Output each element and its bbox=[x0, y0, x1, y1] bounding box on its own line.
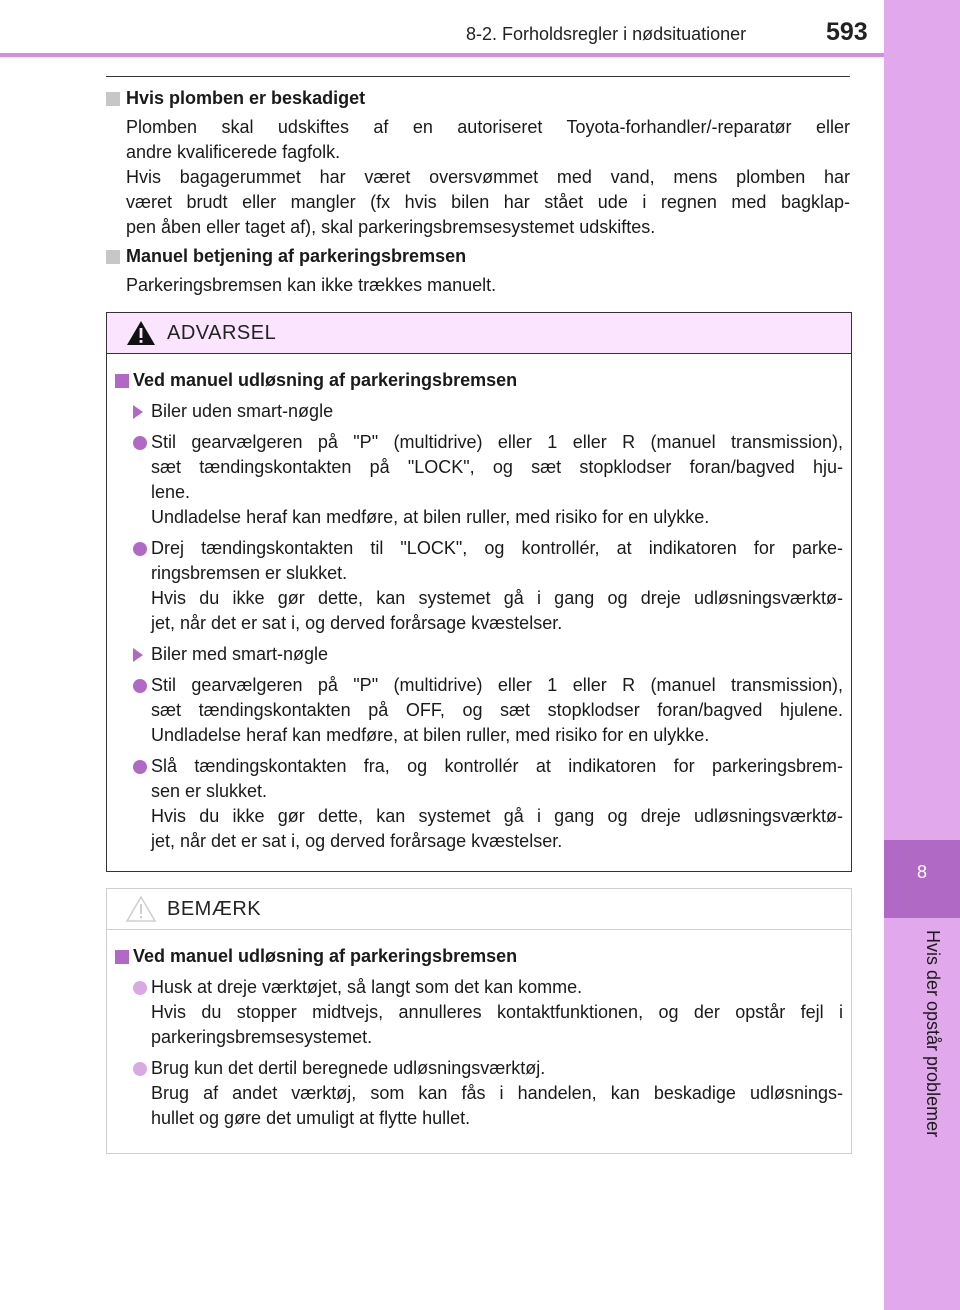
warning-box-title: ADVARSEL bbox=[167, 322, 277, 344]
square-bullet-icon bbox=[115, 374, 129, 388]
page-header bbox=[0, 0, 884, 58]
bullet-item bbox=[115, 975, 843, 1050]
warning-box-body bbox=[107, 354, 851, 874]
text-line: Brug af andet værktøj, som kan fås i handelen, kan beskadige udløsnings- bbox=[151, 1083, 843, 1103]
text-line: Brug kun det dertil beregnede udløsningsværktøj. bbox=[151, 1058, 546, 1078]
subheading-no-smart-key bbox=[115, 399, 843, 424]
page-number: 593 bbox=[826, 18, 868, 46]
warning-triangle-icon bbox=[125, 319, 157, 347]
text-line: ringsbremsen er slukket. bbox=[151, 563, 348, 583]
circle-bullet-icon bbox=[133, 436, 147, 450]
subheading-smart-key bbox=[115, 642, 843, 667]
note-box bbox=[106, 888, 852, 1154]
section-heading-text: Manuel betjening af parkeringsbremsen bbox=[126, 246, 467, 266]
note-heading bbox=[115, 944, 843, 969]
text-line: parkeringsbremsesystemet. bbox=[151, 1027, 373, 1047]
warning-heading-text: Ved manuel udløsning af parkeringsbremsen bbox=[133, 370, 518, 390]
section-heading bbox=[106, 86, 850, 111]
section-heading-text: Hvis plomben er beskadiget bbox=[126, 88, 366, 108]
text-line: andre kvalificerede fagfolk. bbox=[126, 142, 341, 162]
text-line: Hvis bagagerummet har været oversvømmet med vand, mens plomben har bbox=[126, 167, 850, 187]
section-manual bbox=[106, 244, 850, 298]
bullet-item bbox=[115, 754, 843, 854]
text-line: lene. bbox=[151, 482, 191, 502]
subheading-text: Biler uden smart-nøgle bbox=[151, 401, 334, 421]
header-divider bbox=[0, 53, 884, 57]
text-line: sen er slukket. bbox=[151, 781, 268, 801]
square-bullet-icon bbox=[115, 950, 129, 964]
section-heading bbox=[106, 244, 850, 269]
text-line: Slå tændingskontakten fra, og kontrollér at indikatoren for parkeringsbrem- bbox=[151, 756, 843, 776]
bullet-item bbox=[115, 673, 843, 748]
warning-box-header bbox=[107, 313, 851, 354]
circle-bullet-icon bbox=[133, 679, 147, 693]
text-line: Husk at dreje værktøjet, så langt som det kan komme. bbox=[151, 977, 583, 997]
text-line: Plomben skal udskiftes af en autoriseret Toyota-forhandler/-reparatør eller bbox=[126, 117, 850, 137]
arrow-right-icon bbox=[133, 405, 143, 419]
square-bullet-icon bbox=[106, 250, 120, 264]
text-line: været brudt eller mangler (fx hvis bilen har stået ude i regnen med bagklap- bbox=[126, 192, 850, 212]
text-line: pen åben eller taget af), skal parkeringsbremsesystemet udskiftes. bbox=[126, 217, 656, 237]
text-line: jet, når det er sat i, og derved forårsage kvæstelser. bbox=[151, 831, 563, 851]
warning-heading bbox=[115, 368, 843, 393]
text-line: Stil gearvælgeren på "P" (multidrive) eller 1 eller R (manuel transmission), bbox=[151, 675, 843, 695]
text-line: Hvis du stopper midtvejs, annulleres kontaktfunktionen, og der opstår fejl i bbox=[151, 1002, 843, 1022]
text-line: Drej tændingskontakten til "LOCK", og kontrollér, at indikatoren for parke- bbox=[151, 538, 843, 558]
arrow-right-icon bbox=[133, 648, 143, 662]
note-box-title: BEMÆRK bbox=[167, 898, 262, 920]
square-bullet-icon bbox=[106, 92, 120, 106]
circle-bullet-icon bbox=[133, 981, 147, 995]
text-line: Hvis du ikke gør dette, kan systemet gå i gang og dreje udløsningsværktø- bbox=[151, 588, 843, 608]
note-box-header bbox=[107, 889, 851, 930]
text-line: Undladelse heraf kan medføre, at bilen ruller, med risiko for en ulykke. bbox=[151, 725, 710, 745]
text-line: Undladelse heraf kan medføre, at bilen ruller, med risiko for en ulykke. bbox=[151, 507, 710, 527]
bullet-item bbox=[115, 536, 843, 636]
section-title: 8-2. Forholdsregler i nødsituationer bbox=[466, 24, 747, 44]
top-rule bbox=[106, 76, 850, 77]
subheading-text: Biler med smart-nøgle bbox=[151, 644, 329, 664]
chapter-title: Hvis der opstår problemer bbox=[923, 930, 943, 1138]
note-box-body bbox=[107, 930, 851, 1151]
text-line: jet, når det er sat i, og derved forårsage kvæstelser. bbox=[151, 613, 563, 633]
section-plomben bbox=[106, 86, 850, 240]
chapter-number: 8 bbox=[916, 862, 927, 882]
bullet-item bbox=[115, 1056, 843, 1131]
section-paragraph: Parkeringsbremsen kan ikke trækkes manuelt. bbox=[126, 275, 497, 295]
circle-bullet-icon bbox=[133, 542, 147, 556]
note-heading-text: Ved manuel udløsning af parkeringsbremsen bbox=[133, 946, 518, 966]
bullet-item bbox=[115, 430, 843, 530]
caution-triangle-icon bbox=[125, 895, 157, 923]
warning-box bbox=[106, 312, 852, 872]
section-paragraph bbox=[106, 115, 850, 240]
circle-bullet-icon bbox=[133, 760, 147, 774]
text-line: hullet og gøre det umuligt at flytte hullet. bbox=[151, 1108, 471, 1128]
text-line: sæt tændingskontakten på "LOCK", og sæt stopklodser foran/bagved hju- bbox=[151, 457, 843, 477]
text-line: Hvis du ikke gør dette, kan systemet gå i gang og dreje udløsningsværktø- bbox=[151, 806, 843, 826]
text-line: Stil gearvælgeren på "P" (multidrive) eller 1 eller R (manuel transmission), bbox=[151, 432, 843, 452]
circle-bullet-icon bbox=[133, 1062, 147, 1076]
text-line: sæt tændingskontakten på OFF, og sæt stopklodser foran/bagved hjulene. bbox=[151, 700, 843, 720]
